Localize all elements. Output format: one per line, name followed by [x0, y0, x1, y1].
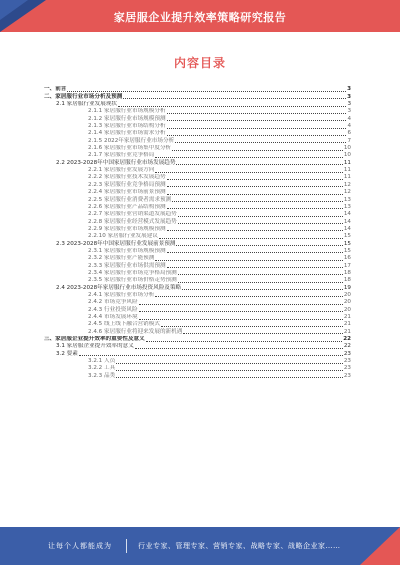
- toc-entry[interactable]: [44, 130, 351, 137]
- toc-page-number: 11: [343, 167, 351, 174]
- toc-entry[interactable]: [44, 218, 351, 225]
- toc-leader-dots: [176, 164, 342, 165]
- toc-page-number: 3: [347, 93, 351, 100]
- footer-slogan-right: 行业专家、管理专家、营销专家、战略专家、战略企业家……: [138, 542, 341, 550]
- toc-leader-dots: [116, 377, 343, 378]
- toc-page-number: 17: [343, 262, 351, 269]
- toc-entry[interactable]: [44, 262, 351, 269]
- toc-page-number: 7: [347, 137, 351, 144]
- toc-page-number: 14: [343, 225, 351, 232]
- toc-entry-title: 2.3.1 家居服行业市场规模预测: [88, 247, 166, 254]
- toc-leader-dots: [167, 194, 343, 195]
- toc-leader-dots: [155, 172, 343, 173]
- toc-entry-title: 2.1.3 家居服行业市场结构分析: [88, 123, 166, 130]
- toc-entry-title: 2.4.6 家居服行业将迎来发展的新机遇: [88, 328, 183, 335]
- toc-page-number: 19: [343, 284, 351, 291]
- toc-leader-dots: [79, 355, 343, 356]
- toc-page-number: 12: [343, 181, 351, 188]
- toc-entry-title: 一、前言: [44, 86, 67, 93]
- toc-entry[interactable]: [44, 174, 351, 181]
- footer-corner-decoration: [360, 527, 400, 565]
- toc-page-number: 23: [343, 365, 351, 372]
- toc-entry-title: 2.1.2 家居服行业市场规模预测: [88, 115, 166, 122]
- toc-entry[interactable]: [44, 108, 351, 115]
- toc-entry[interactable]: [44, 372, 351, 379]
- toc-entry[interactable]: [44, 328, 351, 335]
- toc-entry-title: 三、家居服企业提升效率的重要性及意义: [44, 336, 145, 343]
- toc-leader-dots: [167, 113, 347, 114]
- toc-entry[interactable]: [44, 189, 351, 196]
- toc-entry[interactable]: [44, 101, 351, 108]
- toc-page-number: 3: [347, 108, 351, 115]
- toc-leader-dots: [139, 304, 343, 305]
- toc-page-number: 21: [343, 328, 351, 335]
- toc-entry-title: 2.2.5 家居服行业消费者需求预测: [88, 196, 172, 203]
- toc-entry-title: 2.4.4 市场发展环境: [88, 314, 138, 320]
- toc-page-number: 20: [343, 306, 351, 313]
- toc-leader-dots: [172, 150, 343, 151]
- toc-page-number: 15: [343, 247, 351, 254]
- toc-entry-title: 2.2.6 家居服行业产品结构预测: [88, 203, 166, 210]
- footer-banner: [0, 527, 400, 565]
- toc-page-number: 6: [347, 130, 351, 137]
- toc-leader-dots: [167, 230, 343, 231]
- toc-entry[interactable]: [44, 336, 351, 343]
- toc-entry-title: 3.2.3 品类: [88, 372, 116, 379]
- toc-page-number: 21: [343, 314, 351, 320]
- toc-entry[interactable]: [44, 365, 351, 372]
- toc-page-number: 14: [343, 211, 351, 218]
- toc-page-number: 12: [343, 189, 351, 196]
- toc-entry-title: 2.4.2 市场竞争风险: [88, 299, 138, 306]
- toc-page-number: 3: [347, 101, 351, 108]
- toc-page-number: 10: [343, 145, 351, 152]
- table-of-contents: [44, 86, 351, 380]
- toc-entry[interactable]: [44, 299, 351, 306]
- toc-entry[interactable]: [44, 255, 351, 262]
- toc-leader-dots: [146, 341, 343, 342]
- toc-entry-title: 2.2.7 家居服行业营销渠道发展趋势: [88, 211, 177, 218]
- toc-entry[interactable]: [44, 181, 351, 188]
- header-banner: [0, 0, 400, 32]
- toc-page-number: 23: [343, 358, 351, 365]
- toc-leader-dots: [67, 91, 346, 92]
- toc-entry[interactable]: [44, 226, 351, 233]
- toc-entry[interactable]: [44, 204, 351, 211]
- toc-page-number: 4: [347, 123, 351, 130]
- toc-entry[interactable]: [44, 343, 351, 350]
- toc-entry-title: 2.2.8 家居服行业经营模式发展趋势: [88, 218, 177, 225]
- toc-page-number: 13: [343, 196, 351, 203]
- toc-page-number: 15: [343, 240, 351, 247]
- toc-page-number: 20: [343, 291, 351, 298]
- toc-entry[interactable]: [44, 350, 351, 357]
- toc-page-number: 23: [343, 350, 351, 357]
- footer-slogan-left: 让每个人都能成为: [48, 542, 112, 550]
- toc-page-number: 16: [343, 255, 351, 262]
- toc-entry-title: 3.2.2 工具: [88, 365, 116, 372]
- toc-entry[interactable]: [44, 211, 351, 218]
- toc-page-number: 10: [343, 152, 351, 159]
- toc-entry[interactable]: [44, 86, 351, 93]
- toc-entry-title: 3.2 要素: [56, 350, 78, 357]
- toc-leader-dots: [135, 348, 343, 349]
- toc-page-number: 4: [347, 115, 351, 122]
- toc-entry[interactable]: [44, 240, 351, 247]
- toc-leader-dots: [172, 201, 343, 202]
- toc-entry-title: 2.1.4 家居服行业市场需求分析: [88, 130, 166, 137]
- toc-leader-dots: [116, 363, 343, 364]
- toc-leader-dots: [178, 223, 343, 224]
- toc-entry-title: 二、家居服行业市场分析及预测: [44, 93, 123, 100]
- toc-entry-title: 2.4.3 行业投资风险: [88, 306, 138, 313]
- toc-leader-dots: [155, 157, 343, 158]
- toc-leader-dots: [167, 120, 347, 121]
- toc-entry-title: 2.3.5 家居服行业市场价格走势预测: [88, 277, 177, 284]
- report-title: 家居服企业提升效率策略研究报告: [113, 11, 287, 24]
- toc-page-number: 11: [343, 159, 351, 166]
- toc-entry-title: 2.3.2 家居服行业产能预测: [88, 255, 155, 262]
- toc-entry[interactable]: [44, 306, 351, 313]
- toc-entry-title: 2.2.9 家居服行业市场规模预测: [88, 225, 166, 232]
- toc-leader-dots: [175, 142, 346, 143]
- toc-entry-title: 2.1.6 家居服行业市场集中度分析: [88, 145, 172, 152]
- toc-page-number: 21: [343, 321, 351, 328]
- toc-leader-dots: [178, 282, 343, 283]
- toc-entry[interactable]: [44, 277, 351, 284]
- toc-entry[interactable]: [44, 123, 351, 130]
- toc-entry-title: 2.1.5 2022年家居服行业市场分析: [88, 137, 175, 144]
- toc-leader-dots: [167, 208, 343, 209]
- toc-leader-dots: [167, 186, 343, 187]
- toc-leader-dots: [118, 106, 346, 107]
- toc-page-number: 13: [343, 203, 351, 210]
- toc-page-number: 11: [343, 174, 351, 181]
- toc-entry-title: 2.2.10 家居服行业发展建议: [88, 233, 158, 240]
- toc-leader-dots: [159, 238, 343, 239]
- toc-page-number: 3: [347, 86, 351, 93]
- toc-entry[interactable]: [44, 145, 351, 152]
- toc-leader-dots: [167, 135, 347, 136]
- toc-leader-dots: [178, 216, 343, 217]
- toc-page-number: 18: [343, 269, 351, 276]
- toc-entry[interactable]: [44, 137, 351, 144]
- toc-entry-title: 2.3 2023-2028年中国家居服行业发展前景预测: [56, 240, 176, 247]
- toc-entry-title: 2.3.3 家居服行业市场供需预测: [88, 262, 166, 269]
- toc-leader-dots: [161, 326, 343, 327]
- toc-entry-title: 2.1 家居服行业发展现状: [56, 101, 118, 108]
- toc-leader-dots: [183, 333, 343, 334]
- toc-entry[interactable]: [44, 270, 351, 277]
- toc-entry-title: 3.2.1 人员: [88, 358, 116, 365]
- toc-entry-title: 2.2.2 家居服行业技术发展趋势: [88, 174, 166, 181]
- toc-page-number: 23: [343, 372, 351, 379]
- toc-leader-dots: [167, 267, 343, 268]
- toc-entry[interactable]: [44, 314, 351, 321]
- toc-entry-title: 2.2.4 家居服行业市场前景预测: [88, 189, 166, 196]
- toc-entry-title: 2.4.1 家居服行业市场分析: [88, 291, 155, 298]
- toc-page-number: 22: [343, 336, 351, 343]
- toc-heading: 内容目录: [173, 56, 226, 70]
- toc-leader-dots: [139, 311, 343, 312]
- toc-entry[interactable]: [44, 321, 351, 328]
- toc-entry[interactable]: [44, 358, 351, 365]
- toc-entry-title: 2.2.1 家居服行业发展方向: [88, 167, 155, 174]
- toc-leader-dots: [178, 274, 343, 275]
- toc-leader-dots: [116, 370, 343, 371]
- toc-page-number: 15: [343, 233, 351, 240]
- toc-entry[interactable]: [44, 115, 351, 122]
- toc-entry[interactable]: [44, 196, 351, 203]
- toc-leader-dots: [123, 98, 346, 99]
- toc-entry-title: 2.3.4 家居服行业市场竞争格局预测: [88, 269, 177, 276]
- toc-leader-dots: [155, 296, 343, 297]
- toc-leader-dots: [155, 260, 343, 261]
- toc-entry[interactable]: [44, 93, 351, 100]
- toc-entry-title: 2.4 2023-2028年家居服行业市场投资风险及策略: [56, 284, 182, 291]
- toc-leader-dots: [139, 319, 343, 320]
- toc-entry[interactable]: [44, 167, 351, 174]
- toc-entry[interactable]: [44, 152, 351, 159]
- toc-entry[interactable]: [44, 233, 351, 240]
- toc-entry-title: 2.2 2023-2028年中国家居服行业市场发展趋势: [56, 159, 176, 166]
- toc-entry-title: 2.2.3 家居服行业竞争格局预测: [88, 181, 166, 188]
- toc-leader-dots: [182, 289, 343, 290]
- footer-divider: [126, 539, 127, 553]
- toc-entry-title: 2.1.1 家居服行业市场规模分析: [88, 108, 166, 115]
- toc-leader-dots: [167, 252, 343, 253]
- toc-entry-title: 3.1 家居服企业提升效率的意义: [56, 343, 134, 350]
- toc-entry-title: 2.4.5 线上线下融合营销模式: [88, 321, 160, 328]
- toc-page-number: 14: [343, 218, 351, 225]
- toc-page-number: 18: [343, 277, 351, 284]
- toc-leader-dots: [176, 245, 342, 246]
- toc-page-number: 22: [343, 343, 351, 350]
- toc-entry[interactable]: [44, 248, 351, 255]
- toc-entry[interactable]: [44, 159, 351, 166]
- toc-leader-dots: [167, 128, 347, 129]
- toc-entry[interactable]: [44, 284, 351, 291]
- toc-leader-dots: [167, 179, 343, 180]
- toc-entry-title: 2.1.7 家居服行业竞争格局: [88, 152, 155, 159]
- toc-entry[interactable]: [44, 292, 351, 299]
- toc-page-number: 20: [343, 299, 351, 306]
